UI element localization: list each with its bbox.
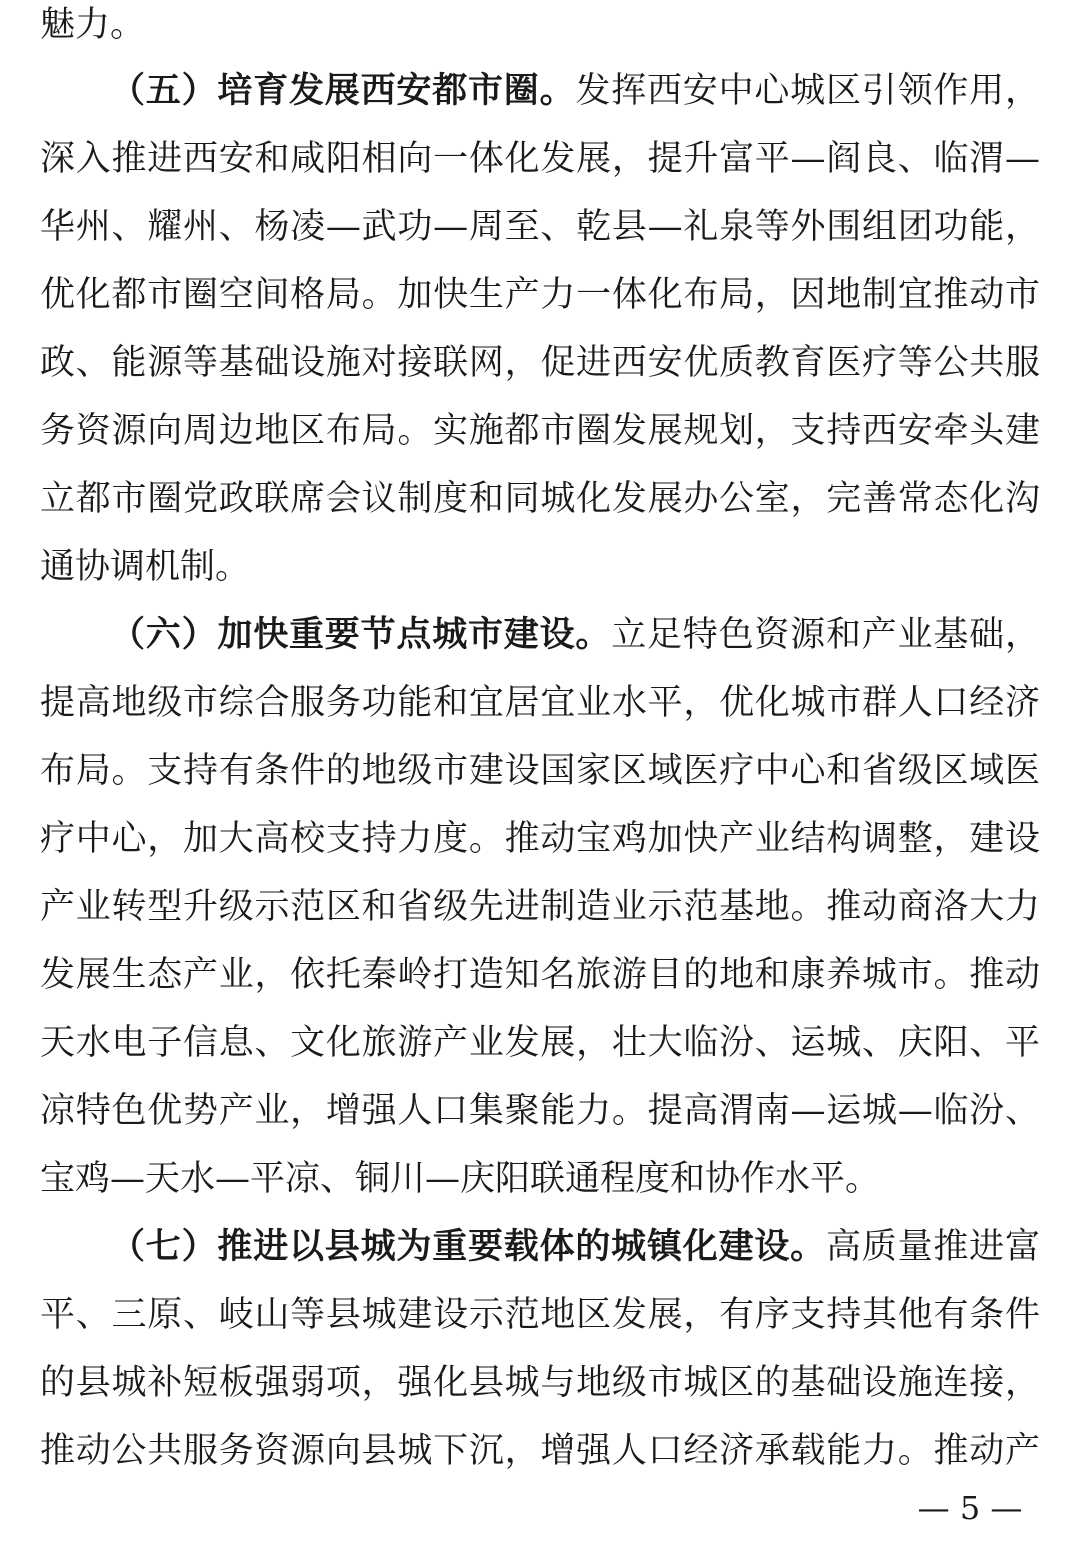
text-line: 政、能源等基础设施对接联网，促进西安优质教育医疗等公共服 (40, 343, 1040, 383)
section-heading-line: （七）推进以县城为重要载体的城镇化建设。高质量推进富 (110, 1226, 1040, 1267)
text-line: 华州、耀州、杨凌—武功—周至、乾县—礼泉等外围组团功能， (40, 207, 1040, 247)
section-heading: （五）培育发展西安都市圈。 (110, 70, 576, 111)
text-line: 疗中心，加大高校支持力度。推动宝鸡加快产业结构调整，建设 (40, 819, 1040, 859)
text-line: 魅力。 (40, 5, 146, 45)
text-line: 优化都市圈空间格局。加快生产力一体化布局，因地制宜推动市 (40, 275, 1040, 315)
section-heading: （七）推进以县城为重要载体的城镇化建设。 (110, 1226, 826, 1267)
text-line: 的县城补短板强弱项，强化县城与地级市城区的基础设施连接， (40, 1363, 1040, 1403)
text-line: 通协调机制。 (40, 547, 251, 587)
text-line: 产业转型升级示范区和省级先进制造业示范基地。推动商洛大力 (40, 887, 1040, 927)
text-line: 发展生态产业，依托秦岭打造知名旅游目的地和康养城市。推动 (40, 955, 1040, 995)
text-line: 平、三原、岐山等县城建设示范地区发展，有序支持其他有条件 (40, 1295, 1040, 1335)
section-heading-line: （六）加快重要节点城市建设。立足特色资源和产业基础， (110, 614, 1040, 655)
text-line: 布局。支持有条件的地级市建设国家区域医疗中心和省级区域医 (40, 751, 1040, 791)
text-line: 凉特色优势产业，增强人口集聚能力。提高渭南—运城—临汾、 (40, 1091, 1040, 1131)
section-heading: （六）加快重要节点城市建设。 (110, 614, 612, 655)
text-line: 立都市圈党政联席会议制度和同城化发展办公室，完善常态化沟 (40, 479, 1040, 519)
text-line: 宝鸡—天水—平凉、铜川—庆阳联通程度和协作水平。 (40, 1159, 881, 1199)
page-number: — 5 — (917, 1489, 1023, 1527)
text-line: 推动公共服务资源向县城下沉，增强人口经济承载能力。推动产 (40, 1431, 1040, 1471)
text-line: 务资源向周边地区布局。实施都市圈发展规划，支持西安牵头建 (40, 411, 1040, 451)
text-line: 深入推进西安和咸阳相向一体化发展，提升富平—阎良、临渭— (40, 139, 1040, 179)
text-line: 提高地级市综合服务功能和宜居宜业水平，优化城市群人口经济 (40, 683, 1040, 723)
text-line: 天水电子信息、文化旅游产业发展，壮大临汾、运城、庆阳、平 (40, 1023, 1040, 1063)
section-heading-line: （五）培育发展西安都市圈。发挥西安中心城区引领作用， (110, 70, 1040, 111)
